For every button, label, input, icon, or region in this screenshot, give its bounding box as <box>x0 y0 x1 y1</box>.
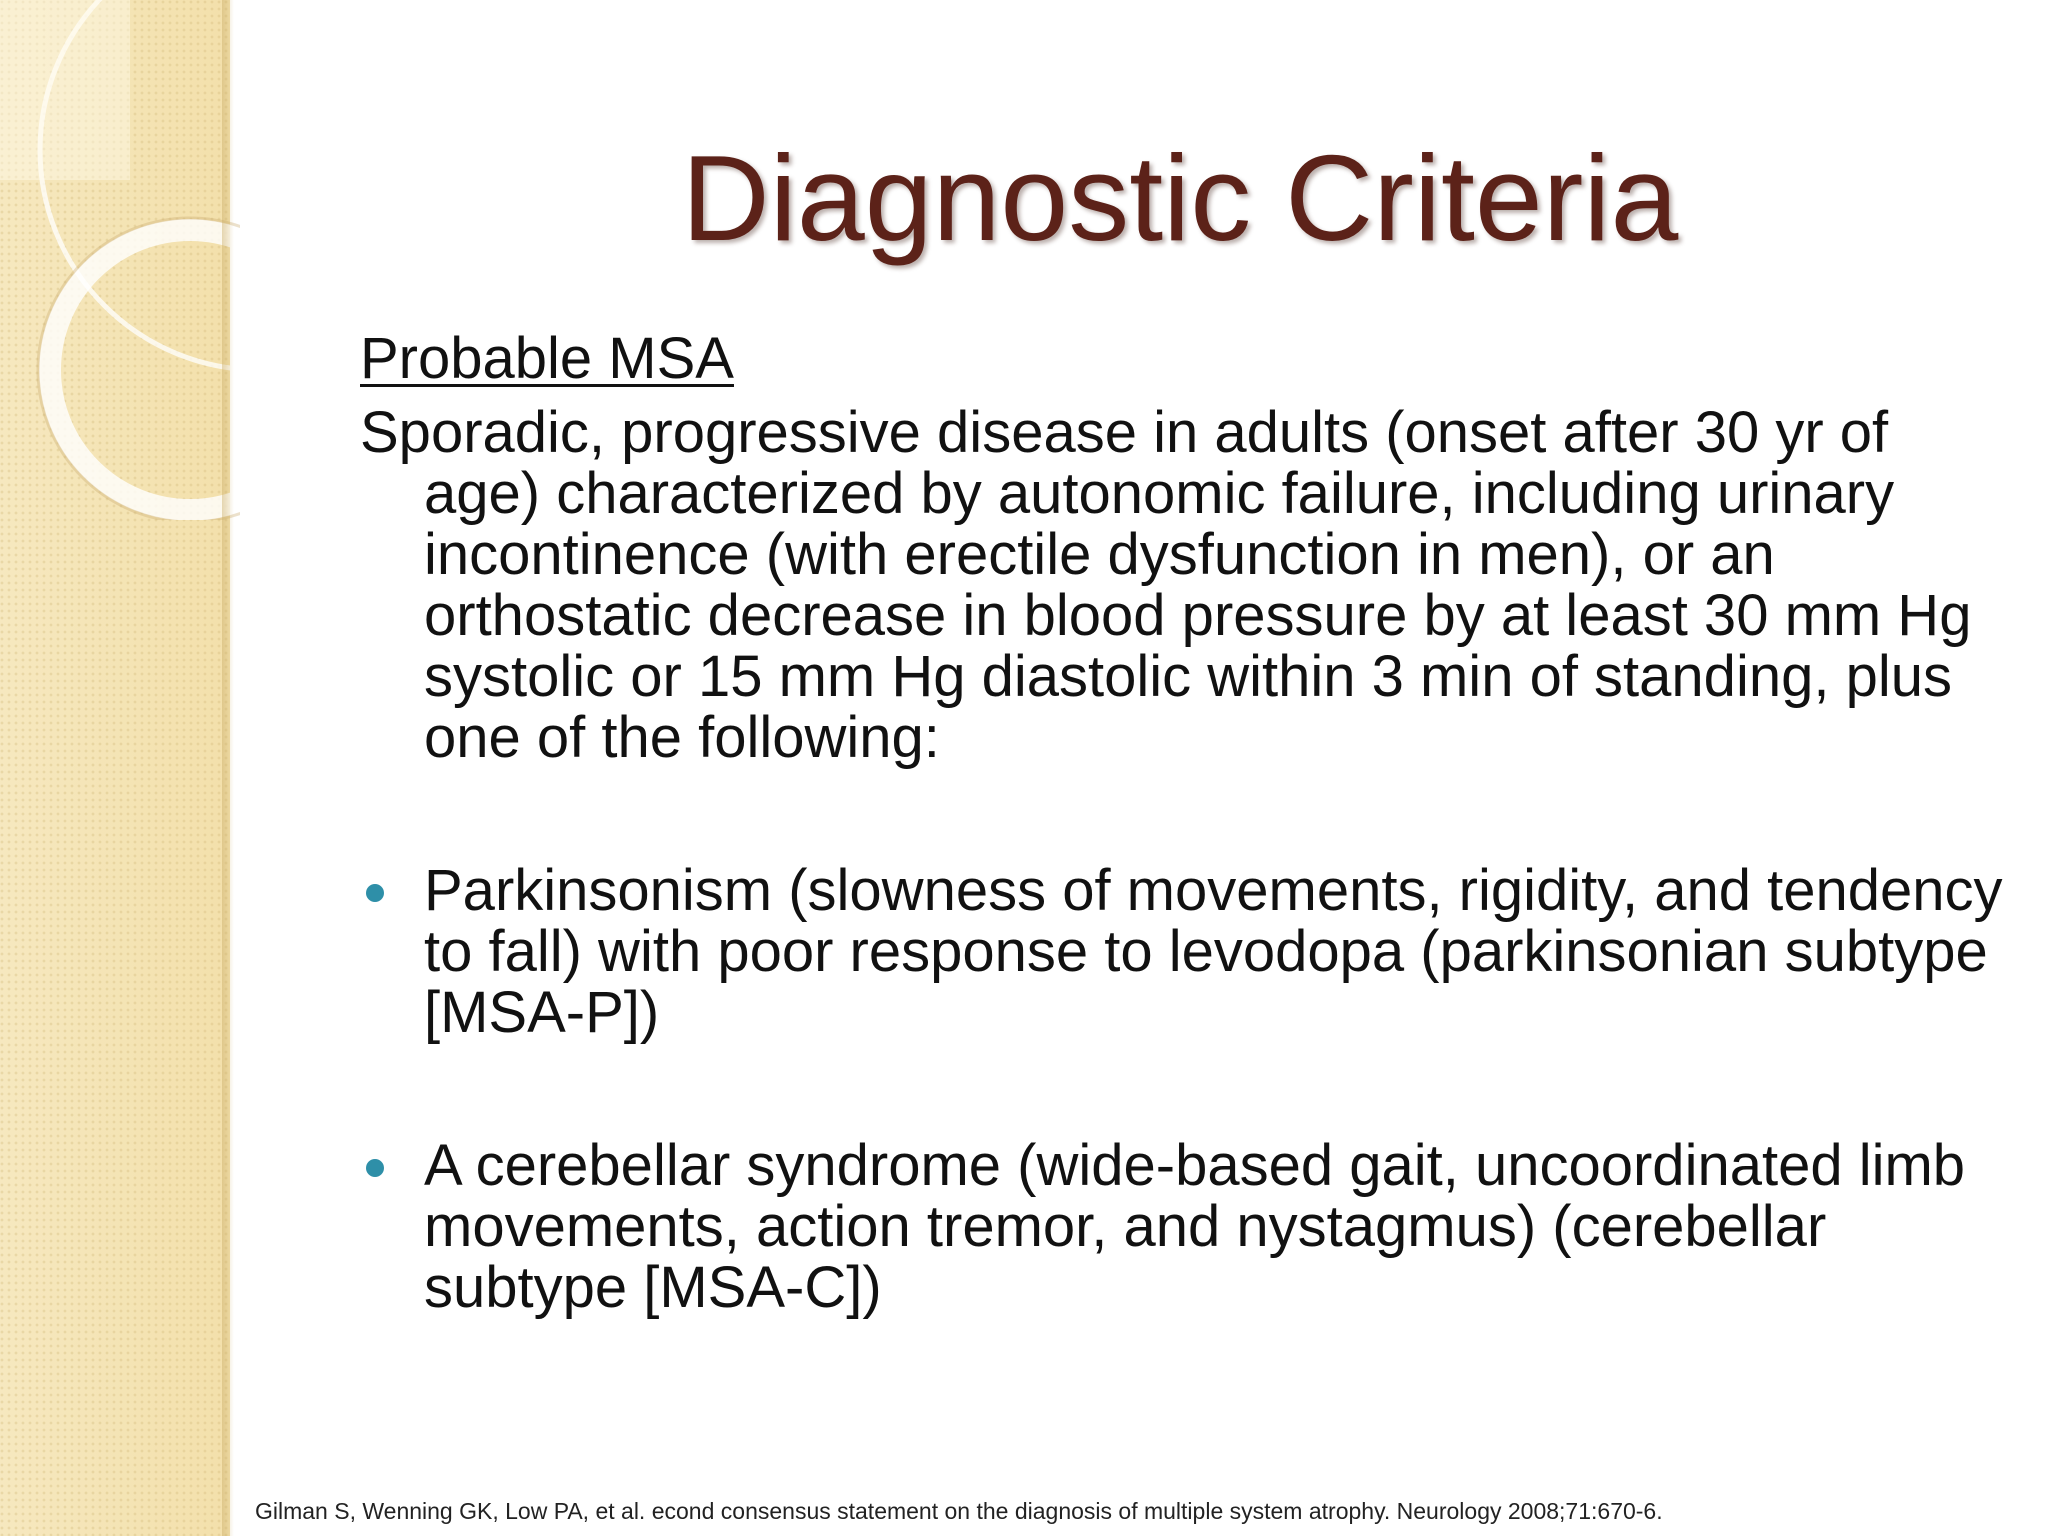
decorative-side-panel <box>0 0 230 1536</box>
citation-footnote: Gilman S, Wenning GK, Low PA, et al. econd consensus statement on the diagnosis of multiple system atrophy. Neurology 2008;71:670-6. <box>255 1498 1663 1524</box>
criteria-paragraph: Sporadic, progressive disease in adults (onset after 30 yr of age) characterized by autonomic failure, including urinary incontinence (with erectile dysfunction in men), or an orthostatic decrease in blood pressure by at least 30 mm Hg systolic or 15 mm Hg diastolic within 3 min of standing, plus one of the following: <box>360 400 1972 770</box>
bullet-dot-icon <box>366 884 384 902</box>
list-item <box>360 860 2010 1043</box>
bullet-dot-icon <box>366 1159 384 1177</box>
decorative-rings <box>0 0 240 520</box>
side-panel-edge <box>222 0 234 1536</box>
slide-content <box>360 326 2010 1318</box>
bullet-text: Parkinsonism (slowness of movements, rigidity, and tendency to fall) with poor response to levodopa (parkinsonian subtype [MSA-P]) <box>424 858 2003 1045</box>
criteria-bullet-list <box>360 860 2010 1318</box>
subheading: Probable MSA <box>360 326 734 391</box>
list-item <box>360 1135 2010 1318</box>
slide-title: Diagnostic Criteria <box>681 130 1679 266</box>
bullet-text: A cerebellar syndrome (wide-based gait, uncoordinated limb movements, action tremor, and nystagmus) (cerebellar subtype [MSA-C]) <box>424 1133 1966 1320</box>
